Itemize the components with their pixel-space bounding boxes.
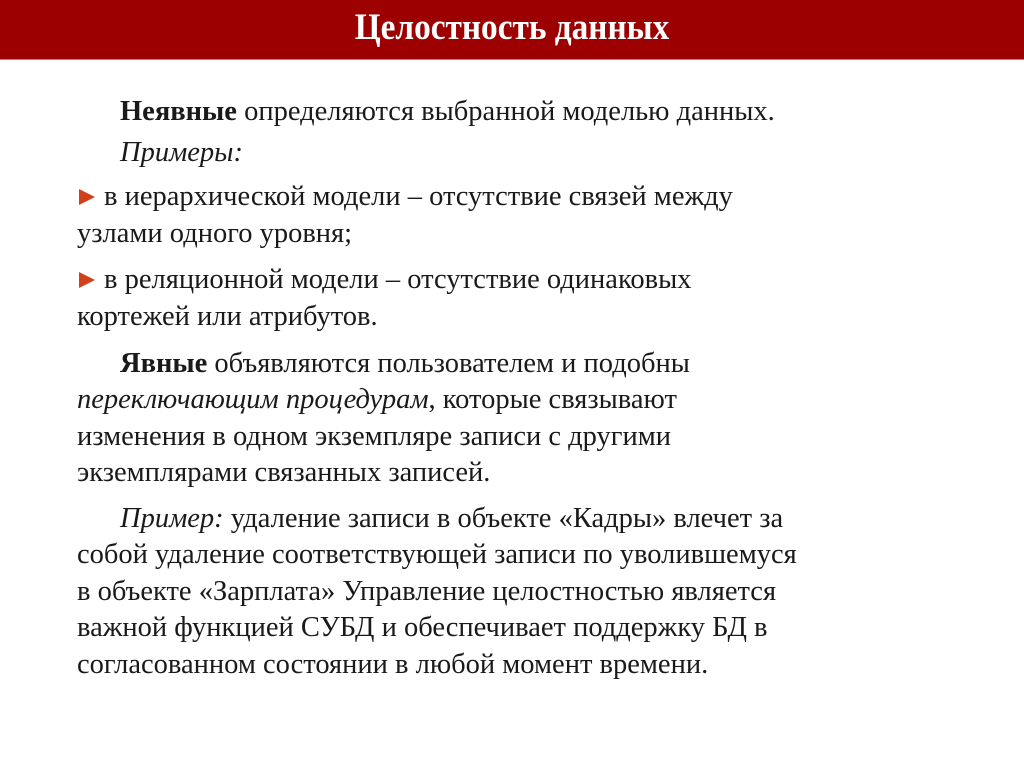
bullet-1-line-2: узлами одного уровня; [77,218,353,249]
example-line-1 [120,502,783,536]
arrow-bullet-icon [79,189,95,205]
explicit-line-3: изменения в одном экземпляре записи с другими [77,421,672,452]
slide-title: Целостность данных [354,7,670,48]
explicit-text: объявляются пользователем и подобны [207,348,690,379]
examples-label [120,136,243,170]
switching-procedures: переключающим процедурам [77,384,429,415]
explicit-line-1 [120,347,690,381]
implicit-text: определяются выбранной моделью данных. [236,96,775,127]
explicit-term: Явные [120,348,208,379]
arrow-bullet-icon [79,272,95,288]
implicit-paragraph [120,95,775,129]
explicit-text: , которые связывают [428,384,677,415]
implicit-term: Неявные [120,96,237,127]
example-text: удаление записи в объекте «Кадры» влечет за [223,503,784,534]
example-line-5: согласованном состоянии в любой момент времени. [77,649,709,680]
bullet-2-line-2: кортежей или атрибутов. [77,301,378,332]
explicit-line-4: экземплярами связанных записей. [77,457,491,488]
example-line-3: в объекте «Зарплата» Управление целостностью является [77,576,777,607]
title-bar [0,0,1024,60]
example-line-4: важной функцией СУБД и обеспечивает поддержку БД в [77,612,768,643]
bullet-2-line-1: в реляционной модели – отсутствие одинаковых [104,264,692,295]
explicit-line-2 [77,383,677,417]
bullet-1-line-1: в иерархической модели – отсутствие связей между [104,181,733,212]
examples-text: Примеры: [120,137,243,168]
example-label: Пример: [120,503,224,534]
example-line-2: собой удаление соответствующей записи по уволившемуся [77,539,797,570]
